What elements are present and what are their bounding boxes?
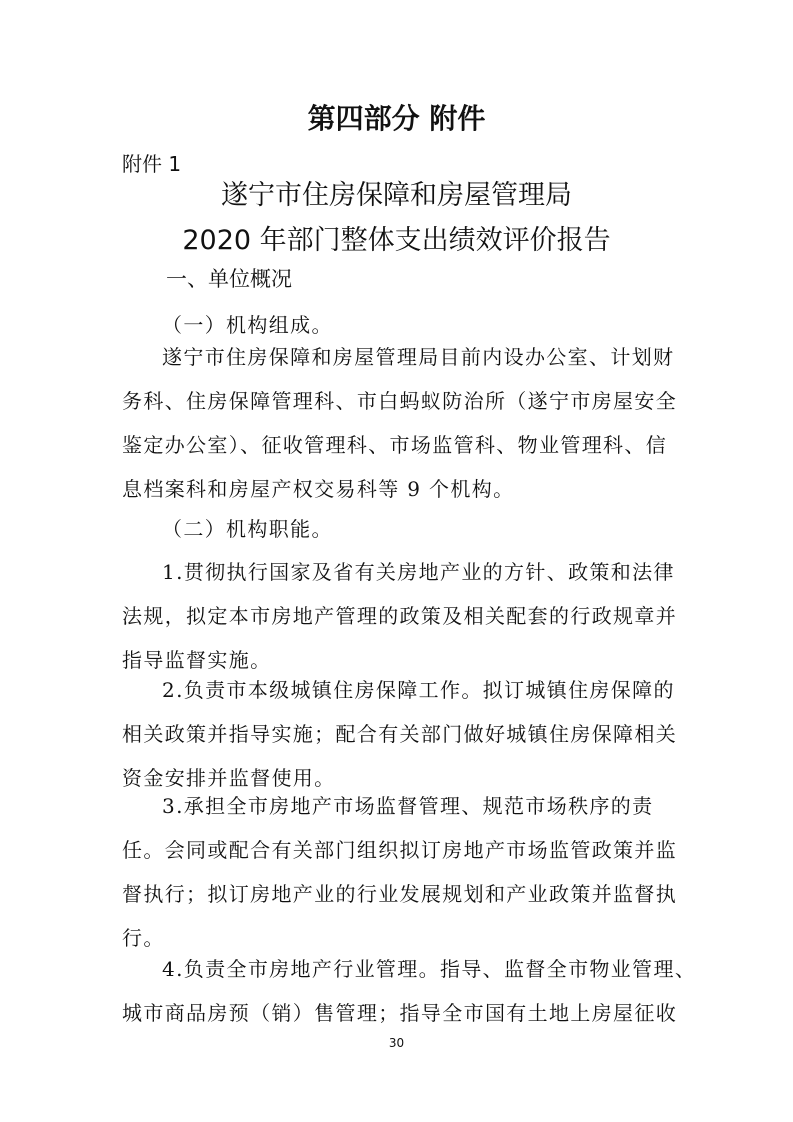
- paragraph-line: 行。: [122, 926, 165, 950]
- section-heading-unit-overview: 一、单位概况: [166, 267, 292, 291]
- paragraph-line: 资金安排并监督使用。: [122, 766, 336, 790]
- paragraph-line: 法规，拟定本市房地产管理的政策及相关配套的行政规章并: [122, 604, 678, 628]
- subheading-organization: （一）机构组成。: [162, 313, 333, 337]
- part-title: 第四部分 附件: [307, 102, 486, 135]
- report-title-line-1: 遂宁市住房保障和房屋管理局: [221, 180, 572, 211]
- paragraph-line: 任。会同或配合有关部门组织拟订房地产市场监管政策并监: [122, 838, 678, 862]
- paragraph-line: 4.负责全市房地产行业管理。指导、监督全市物业管理、: [162, 957, 697, 981]
- subheading-functions: （二）机构职能。: [162, 517, 333, 541]
- function-item-2: [122, 676, 677, 792]
- function-item-1: [122, 558, 677, 674]
- function-item-3: [122, 792, 677, 952]
- attachment-label: 附件 1: [122, 152, 182, 176]
- paragraph-line: 督执行；拟订房地产业的行业发展规划和产业政策并监督执: [122, 882, 678, 906]
- paragraph-line: 2.负责市本级城镇住房保障工作。拟订城镇住房保障的: [162, 678, 675, 702]
- paragraph-line: 相关政策并指导实施；配合有关部门做好城镇住房保障相关: [122, 722, 678, 746]
- paragraph-line: 遂宁市住房保障和房屋管理局目前内设办公室、计划财: [162, 345, 675, 369]
- paragraph-organization: [122, 343, 677, 503]
- paragraph-line: 3.承担全市房地产市场监督管理、规范市场秩序的责: [162, 794, 654, 818]
- page-number: 30: [388, 1036, 405, 1050]
- paragraph-line: 1.贯彻执行国家及省有关房地产业的方针、政策和法律: [162, 560, 675, 584]
- paragraph-line: 息档案科和房屋产权交易科等 9 个机构。: [122, 477, 515, 501]
- paragraph-line: 指导监督实施。: [122, 648, 272, 672]
- paragraph-line: 务科、住房保障管理科、市白蚂蚁防治所（遂宁市房屋安全: [122, 389, 678, 413]
- paragraph-line: 鉴定办公室）、征收管理科、市场监管科、物业管理科、信: [122, 433, 668, 457]
- paragraph-line: 城市商品房预（销）售管理；指导全市国有土地上房屋征收: [122, 1001, 678, 1025]
- report-title-line-2: 2020 年部门整体支出绩效评价报告: [182, 225, 611, 256]
- function-item-4: [122, 955, 697, 1027]
